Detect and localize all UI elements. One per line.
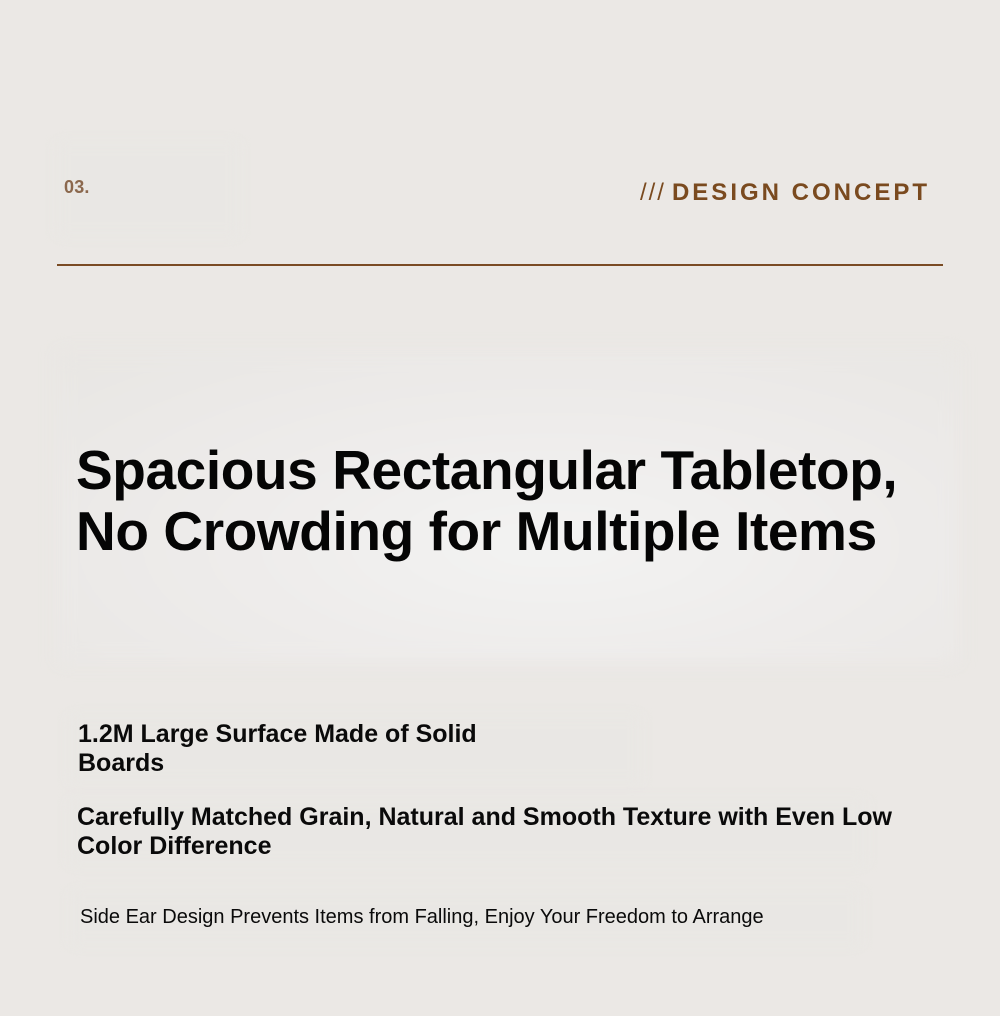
feature-grain-texture-line-2: Color Difference <box>77 832 272 860</box>
feature-grain-texture <box>77 803 927 861</box>
hero-title <box>76 440 936 562</box>
section-tag-text: DESIGN CONCEPT <box>671 179 930 206</box>
section-divider <box>57 264 943 266</box>
hero-title-line-2: No Crowding for Multiple Items <box>76 500 877 562</box>
feature-grain-texture-line-1: Carefully Matched Grain, Natural and Smooth Texture with Even Low <box>77 803 892 831</box>
section-number: 03. <box>64 177 90 197</box>
feature-large-surface <box>78 720 538 778</box>
feature-large-surface-line-2: Boards <box>78 749 165 777</box>
section-tag <box>640 181 930 205</box>
feature-large-surface-line-1: 1.2M Large Surface Made of Solid <box>78 720 477 748</box>
section-tag-slashes: /// <box>639 179 666 206</box>
feature-side-ear: Side Ear Design Prevents Items from Falling, Enjoy Your Freedom to Arrange <box>80 906 764 928</box>
hero-title-line-1: Spacious Rectangular Tabletop, <box>76 439 898 501</box>
